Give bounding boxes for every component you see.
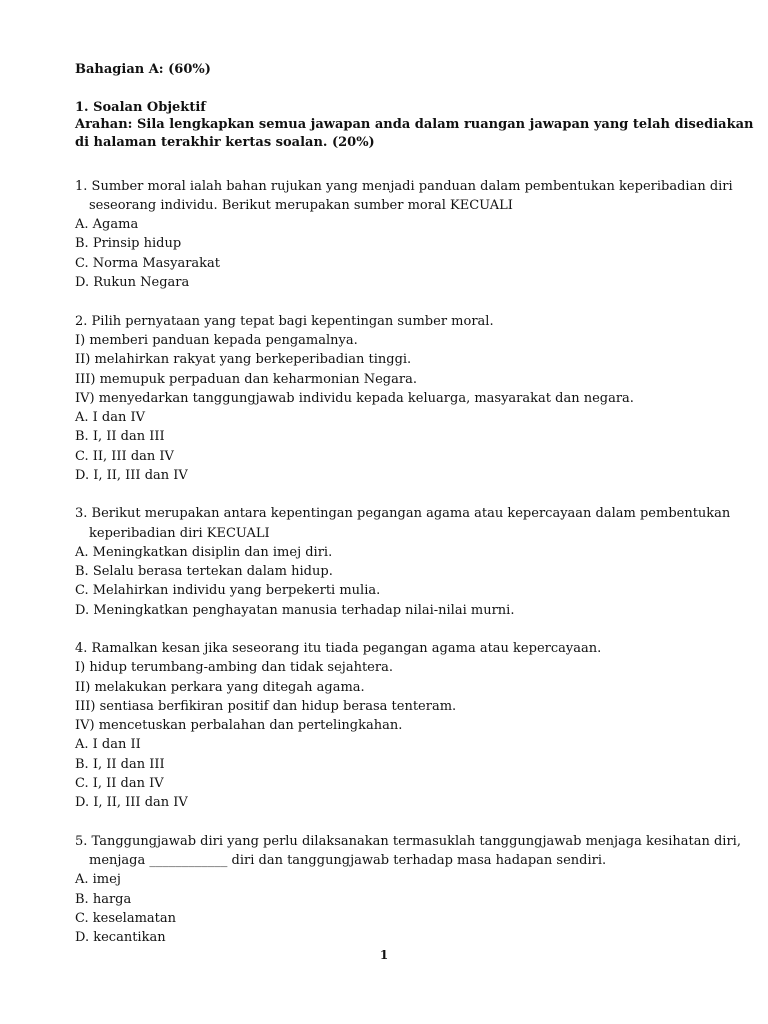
q2-option-c: C. II, III dan IV	[75, 449, 174, 464]
q1-text-line-2: seseorang individu. Berikut merupakan sumber moral KECUALI	[89, 198, 513, 213]
q5-option-d: D. kecantikan	[75, 930, 166, 945]
q3-option-c: C. Melahirkan individu yang berpekerti mulia.	[75, 583, 381, 598]
q4-option-d: D. I, II, III dan IV	[75, 795, 188, 810]
q1-option-c: C. Norma Masyarakat	[75, 256, 221, 271]
q4-statement-4: IV) mencetuskan perbalahan dan pertelingkahan.	[75, 718, 403, 733]
q5-option-b: B. harga	[75, 892, 132, 907]
section-title: Bahagian A: (60%)	[75, 62, 211, 77]
q3-option-b: B. Selalu berasa tertekan dalam hidup.	[75, 564, 333, 579]
q3-text-line-2: keperibadian diri KECUALI	[89, 526, 270, 541]
q5-text-line-2: menjaga ____________ diri dan tanggungjawab terhadap masa hadapan sendiri.	[89, 853, 607, 868]
q2-statement-4: IV) menyedarkan tanggungjawab individu kepada keluarga, masyarakat dan negara.	[75, 391, 634, 406]
q2-statement-2: II) melahirkan rakyat yang berkeperibadian tinggi.	[75, 352, 412, 367]
q4-statement-3: III) sentiasa berfikiran positif dan hidup berasa tenteram.	[75, 699, 457, 714]
q1-option-a: A. Agama	[75, 217, 139, 232]
q4-text-line-1: 4. Ramalkan kesan jika seseorang itu tiada pegangan agama atau kepercayaan.	[75, 641, 602, 656]
q4-option-c: C. I, II dan IV	[75, 776, 164, 791]
q4-statement-1: I) hidup terumbang-ambing dan tidak sejahtera.	[75, 660, 393, 675]
q2-statement-3: III) memupuk perpaduan dan keharmonian Negara.	[75, 372, 417, 387]
instruction-line-1: Arahan: Sila lengkapkan semua jawapan anda dalam ruangan jawapan yang telah disediakan	[75, 117, 754, 132]
q2-option-a: A. I dan IV	[75, 410, 146, 425]
q5-option-a: A. imej	[75, 872, 121, 887]
q3-text-line-1: 3. Berikut merupakan antara kepentingan pegangan agama atau kepercayaan dalam pembentukan	[75, 506, 731, 521]
q2-statement-1: I) memberi panduan kepada pengamalnya.	[75, 333, 358, 348]
page-number: 1	[379, 948, 389, 962]
q5-text-line-1: 5. Tanggungjawab diri yang perlu dilaksanakan termasuklah tanggungjawab menjaga kesihatan diri,	[75, 834, 741, 849]
q3-option-a: A. Meningkatkan disiplin dan imej diri.	[75, 545, 333, 560]
q4-option-b: B. I, II dan III	[75, 757, 165, 772]
q2-option-b: B. I, II dan III	[75, 429, 165, 444]
q2-option-d: D. I, II, III dan IV	[75, 468, 188, 483]
q4-option-a: A. I dan II	[75, 737, 141, 752]
q4-statement-2: II) melakukan perkara yang ditegah agama.	[75, 680, 365, 695]
q1-option-b: B. Prinsip hidup	[75, 236, 182, 251]
instruction-line-2: di halaman terakhir kertas soalan. (20%)	[75, 135, 375, 150]
q5-option-c: C. keselamatan	[75, 911, 177, 926]
q1-text-line-1: 1. Sumber moral ialah bahan rujukan yang menjadi panduan dalam pembentukan keperibadian diri	[75, 179, 733, 194]
subsection-title: 1. Soalan Objektif	[75, 100, 206, 115]
q1-option-d: D. Rukun Negara	[75, 275, 190, 290]
q3-option-d: D. Meningkatkan penghayatan manusia terhadap nilai-nilai murni.	[75, 603, 515, 618]
q2-text-line-1: 2. Pilih pernyataan yang tepat bagi kepentingan sumber moral.	[75, 314, 494, 329]
